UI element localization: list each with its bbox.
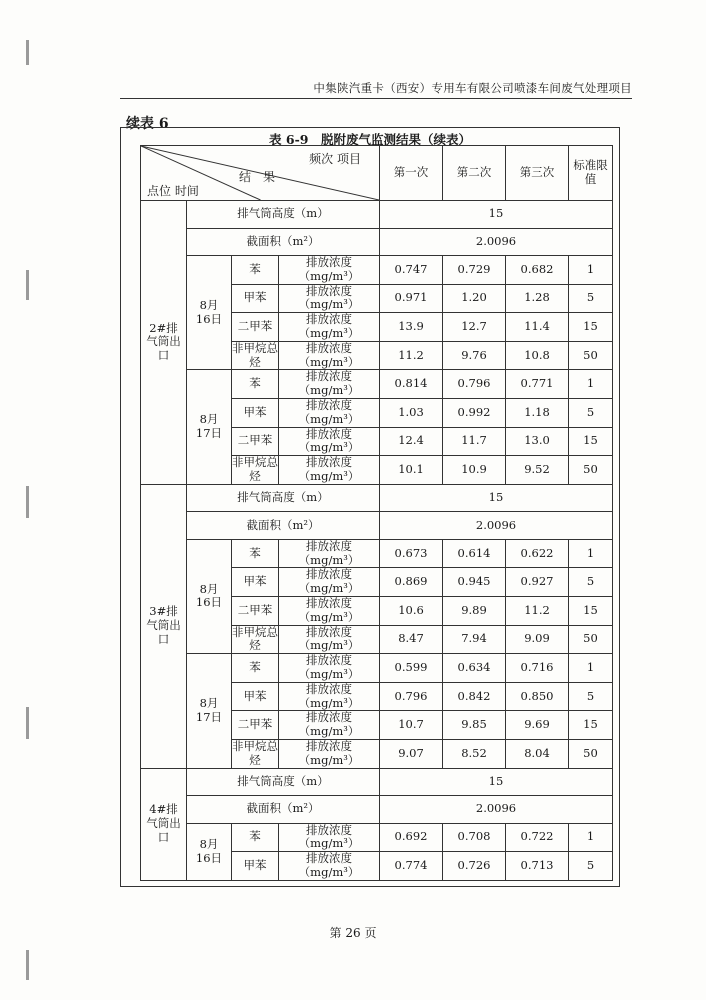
pollutant-cell: 非甲烷总烃 [232, 738, 278, 767]
value-first: 10.7 [380, 711, 443, 740]
limit-cell: 15 [569, 596, 613, 625]
limit-cell: 5 [569, 682, 613, 711]
table-row [141, 654, 613, 683]
pollutant-cell: 非甲烷总烃 [232, 340, 278, 369]
value-third: 0.850 [506, 682, 569, 711]
value-third: 13.0 [506, 427, 569, 456]
limit-cell: 15 [569, 427, 613, 456]
value-first: 0.774 [380, 852, 443, 881]
value-second: 0.726 [443, 852, 506, 881]
pollutant-cell: 苯 [232, 370, 279, 399]
limit-cell: 1 [569, 370, 613, 399]
value-second: 12.7 [443, 313, 506, 342]
value-second: 9.89 [443, 596, 506, 625]
table-row [141, 539, 613, 568]
value-second: 9.85 [443, 711, 506, 740]
area-value: 2.0096 [380, 796, 613, 824]
conc-label-cell: 排放浓度（mg/m³） [279, 539, 380, 568]
conc-label-cell: 排放浓度（mg/m³） [279, 341, 380, 370]
header-first: 第一次 [380, 146, 443, 201]
value-first: 0.673 [380, 539, 443, 568]
pollutant-cell: 苯 [232, 256, 279, 285]
area-label: 截面积（m²） [187, 796, 380, 824]
page-number: 第 26 页 [329, 926, 377, 940]
value-third: 0.622 [506, 539, 569, 568]
diagonal-header-cell [141, 146, 380, 201]
value-third: 9.69 [506, 711, 569, 740]
header-third: 第三次 [506, 146, 569, 201]
binding-mark [26, 707, 29, 739]
value-first: 9.07 [380, 739, 443, 768]
area-label: 截面积（m²） [187, 512, 380, 540]
stack-height-value: 15 [380, 201, 613, 229]
value-first: 13.9 [380, 313, 443, 342]
value-first: 0.971 [380, 284, 443, 313]
value-third: 11.2 [506, 596, 569, 625]
pollutant-cell: 甲苯 [232, 398, 279, 427]
value-first: 0.599 [380, 654, 443, 683]
limit-cell: 50 [569, 739, 613, 768]
value-third: 9.52 [506, 456, 569, 485]
limit-cell: 1 [569, 256, 613, 285]
value-third: 0.713 [506, 852, 569, 881]
conc-label-cell: 排放浓度（mg/m³） [279, 313, 380, 342]
header-rule [120, 98, 632, 99]
value-second: 0.992 [443, 398, 506, 427]
pollutant-cell: 二甲苯 [232, 596, 279, 625]
value-second: 0.842 [443, 682, 506, 711]
header-result-label: 结 果 [239, 170, 276, 184]
area-value: 2.0096 [380, 512, 613, 540]
binding-mark [26, 950, 29, 980]
conc-label-cell: 排放浓度（mg/m³） [279, 654, 380, 683]
binding-mark [26, 40, 29, 65]
header-item-label: 频次 项目 [309, 152, 361, 166]
limit-cell: 1 [569, 539, 613, 568]
limit-cell: 5 [569, 284, 613, 313]
conc-label-cell: 排放浓度（mg/m³） [279, 739, 380, 768]
value-third: 0.716 [506, 654, 569, 683]
value-second: 11.7 [443, 427, 506, 456]
pollutant-cell: 苯 [232, 823, 279, 852]
value-first: 0.869 [380, 568, 443, 597]
header-second: 第二次 [443, 146, 506, 201]
outlet-name: 3#排气筒出口 [141, 484, 187, 768]
value-third: 1.28 [506, 284, 569, 313]
date-cell: 8月16日 [187, 823, 232, 880]
outlet-name: 4#排气筒出口 [141, 768, 187, 880]
stack-height-value: 15 [380, 768, 613, 796]
conc-label-cell: 排放浓度（mg/m³） [279, 398, 380, 427]
conc-label-cell: 排放浓度（mg/m³） [279, 284, 380, 313]
pollutant-cell: 甲苯 [232, 852, 279, 881]
conc-label-cell: 排放浓度（mg/m³） [279, 370, 380, 399]
conc-label-cell: 排放浓度（mg/m³） [279, 625, 380, 654]
stack-height-label: 排气筒高度（m） [187, 484, 380, 512]
binding-mark [26, 270, 29, 300]
value-first: 1.03 [380, 398, 443, 427]
area-label: 截面积（m²） [187, 228, 380, 256]
conc-label-cell: 排放浓度（mg/m³） [279, 456, 380, 485]
value-third: 10.8 [506, 341, 569, 370]
pollutant-cell: 非甲烷总烃 [232, 455, 278, 483]
date-cell: 8月17日 [187, 370, 232, 484]
table-row [141, 823, 613, 852]
value-second: 0.796 [443, 370, 506, 399]
value-third: 9.09 [506, 625, 569, 654]
conc-label-cell: 排放浓度（mg/m³） [279, 568, 380, 597]
header-standard: 标准限值 [569, 146, 613, 201]
stack-height-label: 排气筒高度（m） [187, 201, 380, 229]
stack-height-row [141, 201, 613, 229]
value-third: 0.682 [506, 256, 569, 285]
conc-label-cell: 排放浓度（mg/m³） [279, 596, 380, 625]
value-second: 7.94 [443, 625, 506, 654]
header-point-label: 点位 时间 [147, 184, 199, 198]
pollutant-cell: 苯 [232, 654, 279, 683]
value-first: 11.2 [380, 341, 443, 370]
limit-cell: 15 [569, 313, 613, 342]
value-third: 1.18 [506, 398, 569, 427]
value-first: 0.692 [380, 823, 443, 852]
stack-height-row [141, 768, 613, 796]
table-title: 表 6-9 脱附废气监测结果（续表） [269, 132, 471, 147]
value-first: 8.47 [380, 625, 443, 654]
conc-label-cell: 排放浓度（mg/m³） [279, 427, 380, 456]
pollutant-cell: 非甲烷总烃 [232, 624, 278, 653]
stack-height-label: 排气筒高度（m） [187, 768, 380, 796]
limit-cell: 1 [569, 823, 613, 852]
value-second: 9.76 [443, 341, 506, 370]
stack-height-row [141, 484, 613, 512]
pollutant-cell: 二甲苯 [232, 711, 279, 740]
pollutant-cell: 二甲苯 [232, 427, 279, 456]
pollutant-cell: 甲苯 [232, 284, 279, 313]
conc-label-cell: 排放浓度（mg/m³） [279, 682, 380, 711]
outlet-name: 2#排气筒出口 [141, 201, 187, 485]
pollutant-cell: 甲苯 [232, 682, 279, 711]
limit-cell: 1 [569, 654, 613, 683]
value-second: 0.614 [443, 539, 506, 568]
limit-cell: 50 [569, 625, 613, 654]
limit-cell: 5 [569, 568, 613, 597]
monitoring-table [140, 145, 613, 881]
limit-cell: 15 [569, 711, 613, 740]
limit-cell: 50 [569, 456, 613, 485]
binding-mark [26, 486, 29, 518]
table-row [141, 256, 613, 285]
area-value: 2.0096 [380, 228, 613, 256]
date-cell: 8月16日 [187, 256, 232, 370]
pollutant-cell: 二甲苯 [232, 313, 279, 342]
date-cell: 8月16日 [187, 539, 232, 653]
value-second: 10.9 [443, 456, 506, 485]
area-row [141, 796, 613, 824]
value-first: 0.796 [380, 682, 443, 711]
value-second: 1.20 [443, 284, 506, 313]
value-third: 8.04 [506, 739, 569, 768]
limit-cell: 50 [569, 341, 613, 370]
limit-cell: 5 [569, 852, 613, 881]
value-third: 0.722 [506, 823, 569, 852]
date-cell: 8月17日 [187, 654, 232, 768]
value-second: 0.708 [443, 823, 506, 852]
value-second: 0.634 [443, 654, 506, 683]
value-first: 0.814 [380, 370, 443, 399]
conc-label-cell: 排放浓度（mg/m³） [279, 823, 380, 852]
section-label: 续表 6 [126, 116, 169, 132]
value-second: 8.52 [443, 739, 506, 768]
value-first: 0.747 [380, 256, 443, 285]
table-row [141, 370, 613, 399]
table-body [141, 201, 613, 881]
pollutant-cell: 苯 [232, 539, 279, 568]
conc-label-cell: 排放浓度（mg/m³） [279, 711, 380, 740]
value-first: 10.1 [380, 456, 443, 485]
stack-height-value: 15 [380, 484, 613, 512]
page-header: 中集陕汽重卡（西安）专用车有限公司喷漆车间废气处理项目 [313, 81, 632, 95]
pollutant-cell: 甲苯 [232, 568, 279, 597]
limit-cell: 5 [569, 398, 613, 427]
value-second: 0.945 [443, 568, 506, 597]
conc-label-cell: 排放浓度（mg/m³） [279, 256, 380, 285]
value-third: 11.4 [506, 313, 569, 342]
value-first: 10.6 [380, 596, 443, 625]
area-row [141, 228, 613, 256]
value-first: 12.4 [380, 427, 443, 456]
value-third: 0.927 [506, 568, 569, 597]
area-row [141, 512, 613, 540]
value-third: 0.771 [506, 370, 569, 399]
conc-label-cell: 排放浓度（mg/m³） [279, 852, 380, 881]
value-second: 0.729 [443, 256, 506, 285]
